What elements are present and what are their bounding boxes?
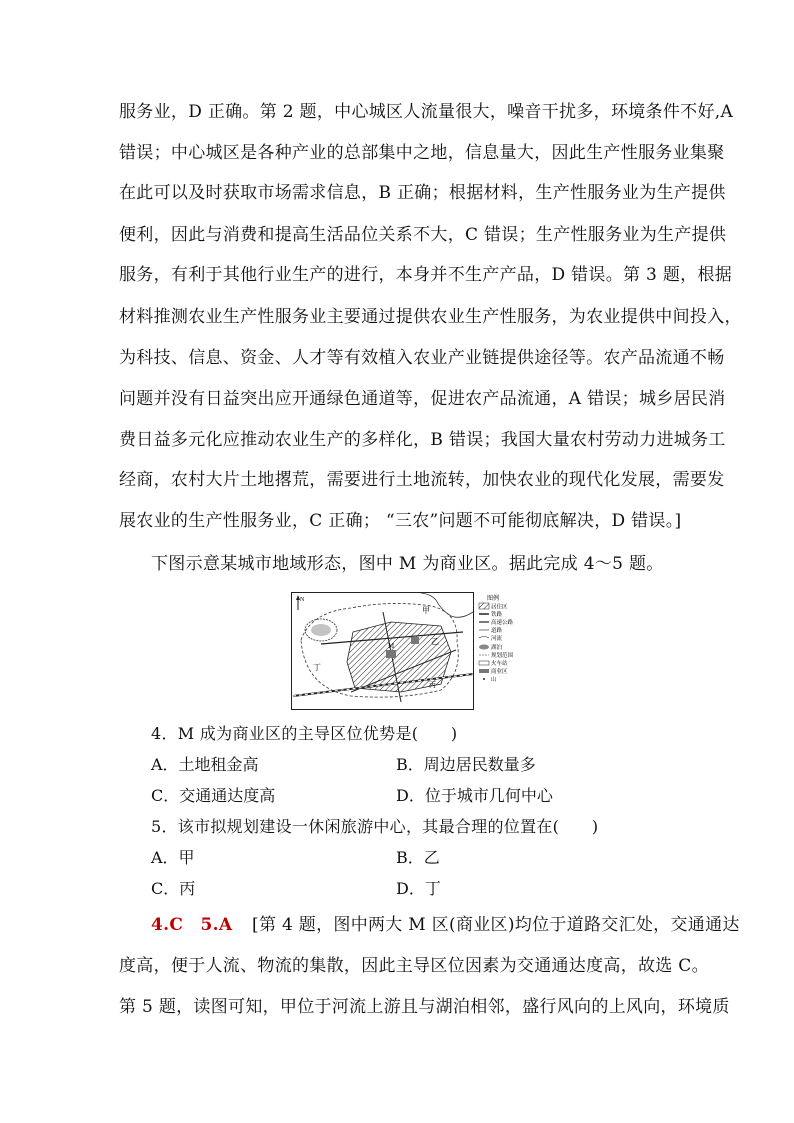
q4-option-b[interactable]: B．周边居民数量多 <box>396 755 536 774</box>
question-5-stem: 5．该市拟规划建设一休闲旅游中心，其最合理的位置在( ) <box>151 817 599 836</box>
text-line: 经商，农村大片土地撂荒，需要进行土地流转，加快农业的现代化发展，需要发 <box>119 470 725 490</box>
legend-item: 湖泊 <box>491 645 503 651</box>
legend-title: 图例 <box>487 595 500 602</box>
legend-item: 居住区 <box>491 604 508 611</box>
text-line: 费日益多元化应推动农业生产的多样化，B 错误；我国大量农村劳动力进城务工 <box>119 430 726 450</box>
city-map-figure <box>291 592 519 710</box>
text-line: 服务业，D 正确。第 2 题，中心城区人流量很大，噪音干扰多，环境条件不好,A <box>119 102 734 122</box>
label-ding: 丁 <box>313 663 321 672</box>
text-line: 服务，有利于其他行业生产的进行，本身并不生产产品，D 错误。第 3 题，根据 <box>119 265 733 285</box>
q4-option-c[interactable]: C．交通通达度高 <box>151 786 276 805</box>
q5-option-b[interactable]: B．乙 <box>396 848 440 867</box>
text-line: 在此可以及时获取市场需求信息，B 正确；根据材料，生产性服务业为生产提供 <box>119 183 726 203</box>
north-label: N <box>300 597 305 603</box>
text-line: 问题并没有日益突出应开通绿色通道等，促进农产品流通，A 错误；城乡居民消 <box>119 389 726 409</box>
answer-line-2: 度高，便于人流、物流的集散，因此主导区位因素为交通通达度高，故选 C。 <box>119 956 709 976</box>
text-line: 展农业的生产性服务业，C 正确； “三农”问题不可能彻底解决，D 错误。] <box>119 511 682 531</box>
answer-key: 4.C 5.A <box>151 915 233 935</box>
label-bing: 丙 <box>429 681 436 689</box>
question-4-stem: 4．M 成为商业区的主导区位优势是( ) <box>151 724 458 743</box>
q5-option-d[interactable]: D．丁 <box>396 879 441 898</box>
legend-item: 商业区 <box>491 669 508 675</box>
legend-item: 河流 <box>491 636 503 642</box>
legend-item: 铁路 <box>491 612 503 618</box>
legend-item: 规划范围 <box>491 653 514 659</box>
q5-option-c[interactable]: C．丙 <box>151 879 196 898</box>
label-yi: 乙 <box>431 637 439 646</box>
q5-option-a[interactable]: A．甲 <box>151 848 195 867</box>
text-line: 材料推测农业生产性服务业主要通过提供农业生产性服务，为农业提供中间投入， <box>119 307 742 327</box>
text-line: 便利，因此与消费和提高生活品位关系不大，C 错误；生产性服务业为生产提供 <box>119 225 727 245</box>
text-line: 为科技、信息、资金、人才等有效植入农业产业链提供途径等。农产品流通不畅 <box>119 348 725 368</box>
q4-option-d[interactable]: D．位于城市几何中心 <box>396 786 553 805</box>
label-jia: 甲 <box>422 606 430 615</box>
map-legend <box>479 594 514 683</box>
legend-item: 道路 <box>491 628 503 634</box>
legend-item: 火车站 <box>491 661 508 667</box>
text-line: 错误；中心城区是各种产业的总部集中之地，信息量大，因此生产性服务业集聚 <box>119 143 725 163</box>
answer-line-1 <box>151 914 740 936</box>
label-m: M <box>388 643 395 650</box>
q4-option-a[interactable]: A．土地租金高 <box>151 755 259 774</box>
answer-text: [第 4 题，图中两大 M 区(商业区)均位于道路交汇处，交通通达 <box>252 915 740 935</box>
legend-item: 高速公路 <box>491 620 514 626</box>
city-map <box>291 592 519 710</box>
legend-item: 山 <box>491 677 497 683</box>
question-intro: 下图示意某城市地域形态，图中 M 为商业区。据此完成 4～5 题。 <box>151 554 664 574</box>
answer-line-3: 第 5 题，读图可知，甲位于河流上游且与湖泊相邻，盛行风向的上风向，环境质 <box>119 997 730 1017</box>
